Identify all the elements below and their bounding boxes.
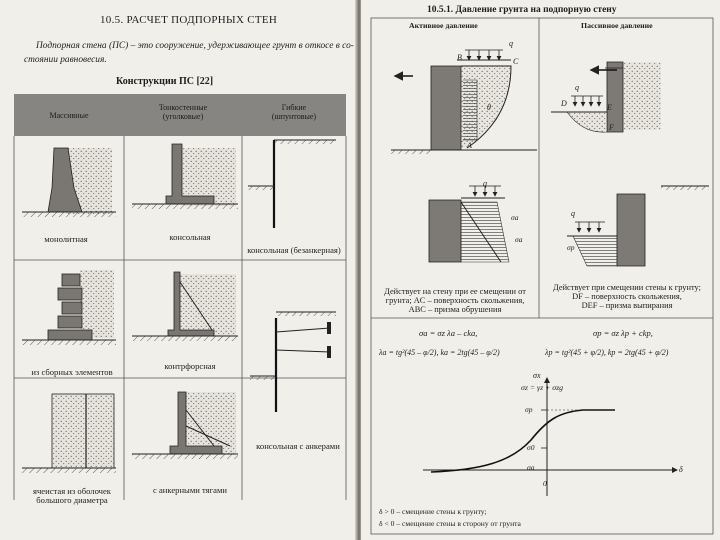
caption-shells-line1: ячеистая из оболочек [33, 486, 111, 496]
label-q-mid-passive: q [571, 209, 575, 218]
graph-ylabel: σx [533, 371, 541, 380]
legend-line-1: δ > 0 – смещение стены к грунту; [379, 507, 487, 516]
column-header-massive-text: Массивные [49, 111, 89, 120]
definition-text: – это сооружение, удерживающее грунт в откосе в со- [128, 41, 354, 51]
passive-description-2: DF – поверхность скольжения, [572, 291, 682, 301]
label-theta-active: θ [487, 103, 491, 112]
caption-console-anchorless: консольная (безанкерная) [247, 245, 341, 255]
left-page [0, 0, 357, 540]
prefab-wall-drawing [22, 270, 116, 345]
legend-line-2: δ < 0 – смещение стены в сторону от грунта [379, 519, 521, 528]
formula-passive-2: λp = tg²(45 + φ/2), kp = 2tg(45 + φ/2) [545, 348, 669, 357]
column-header-flexible-sub: (шпунтовые) [271, 111, 317, 121]
label-e: E [607, 103, 612, 112]
passive-description-1: Действует при смещении стены к грунту; [553, 283, 701, 292]
label-sigma-a-1: σa [511, 213, 519, 222]
active-description [373, 288, 537, 314]
active-stress-diagram [429, 186, 509, 262]
caption-prefab: из сборных элементов [31, 367, 113, 377]
right-drawings [361, 0, 720, 540]
graph-origin: 0 [543, 479, 547, 488]
active-description-1: Действует на стену при ее смещении от [384, 287, 526, 296]
caption-anchor-ties: с анкерными тягами [153, 485, 227, 495]
label-c: C [513, 57, 519, 66]
column-header-thin-text: Тонкостенные [158, 103, 208, 112]
cellular-wall-drawing [22, 394, 116, 473]
right-frame [371, 18, 713, 534]
caption-monolith: монолитная [44, 234, 88, 244]
column-header-thin-sub: (уголковые) [162, 111, 204, 121]
monolith-wall-drawing [22, 148, 116, 217]
passive-description-3: DEF – призма выпирания [581, 300, 673, 310]
sheet-pile-drawing [248, 140, 336, 228]
formula-active-2: λa = tg²(45 – φ/2), ka = 2tg(45 – φ/2) [379, 348, 500, 357]
label-q-mid: q [483, 179, 487, 188]
definition-line-2: стоянии равновесия. [24, 55, 107, 65]
counterfort-wall-drawing [132, 272, 238, 341]
table-title: Конструкции ПС [22] [116, 76, 214, 87]
caption-anchored: консольная с анкерами [256, 441, 340, 451]
caption-console: консольная [169, 232, 211, 242]
label-b: B [457, 53, 462, 62]
formula-passive-1: σp = σz λp + ckp, [593, 328, 653, 338]
label-d: D [561, 99, 567, 108]
graph-xlabel: δ [679, 465, 683, 474]
anchor-ties-wall-drawing [132, 392, 238, 459]
passive-description [541, 284, 713, 310]
anchored-wall-drawing [250, 312, 336, 412]
label-sigma-a-2: σa [515, 235, 523, 244]
formula-active-1: σa = σz λa – ckа, [419, 328, 478, 338]
graph-top-formula: σz = γz + σzg [521, 383, 564, 392]
pressure-displacement-graph [423, 378, 677, 496]
passive-pressure-diagram [551, 62, 709, 190]
active-pressure-label: Активное давление [409, 21, 478, 30]
graph-tick-sigma0: σ0 [527, 443, 535, 452]
caption-shells-line2: большого диаметра [36, 495, 108, 506]
definition-term: Подпорная стена (ПС) [36, 41, 129, 51]
section-title-left: 10.5. РАСЧЕТ ПОДПОРНЫХ СТЕН [100, 14, 278, 26]
left-drawings [0, 0, 357, 540]
active-description-2: грунта; AC – поверхность скольжения, [385, 295, 525, 305]
label-a: A [467, 141, 472, 150]
label-sigma-p: σp [567, 243, 575, 252]
graph-tick-sigma-a: σa [527, 463, 535, 472]
section-title-right: 10.5.1. Давление грунта на подпорную стену [427, 5, 617, 15]
column-header-flexible-text: Гибкие [281, 103, 307, 112]
label-q-active: q [509, 39, 513, 48]
passive-stress-diagram [567, 194, 645, 266]
label-q-passive: q [575, 83, 579, 92]
graph-tick-sigma-p: σp [525, 405, 533, 414]
right-page [361, 0, 720, 540]
caption-shells [22, 487, 122, 505]
label-f: F [609, 123, 614, 132]
passive-pressure-label: Пассивное давление [581, 21, 653, 30]
console-wall-drawing [132, 144, 238, 209]
active-description-3: ABC – призма обрушения [408, 304, 502, 314]
caption-counterfort: контрфорсная [164, 361, 216, 371]
